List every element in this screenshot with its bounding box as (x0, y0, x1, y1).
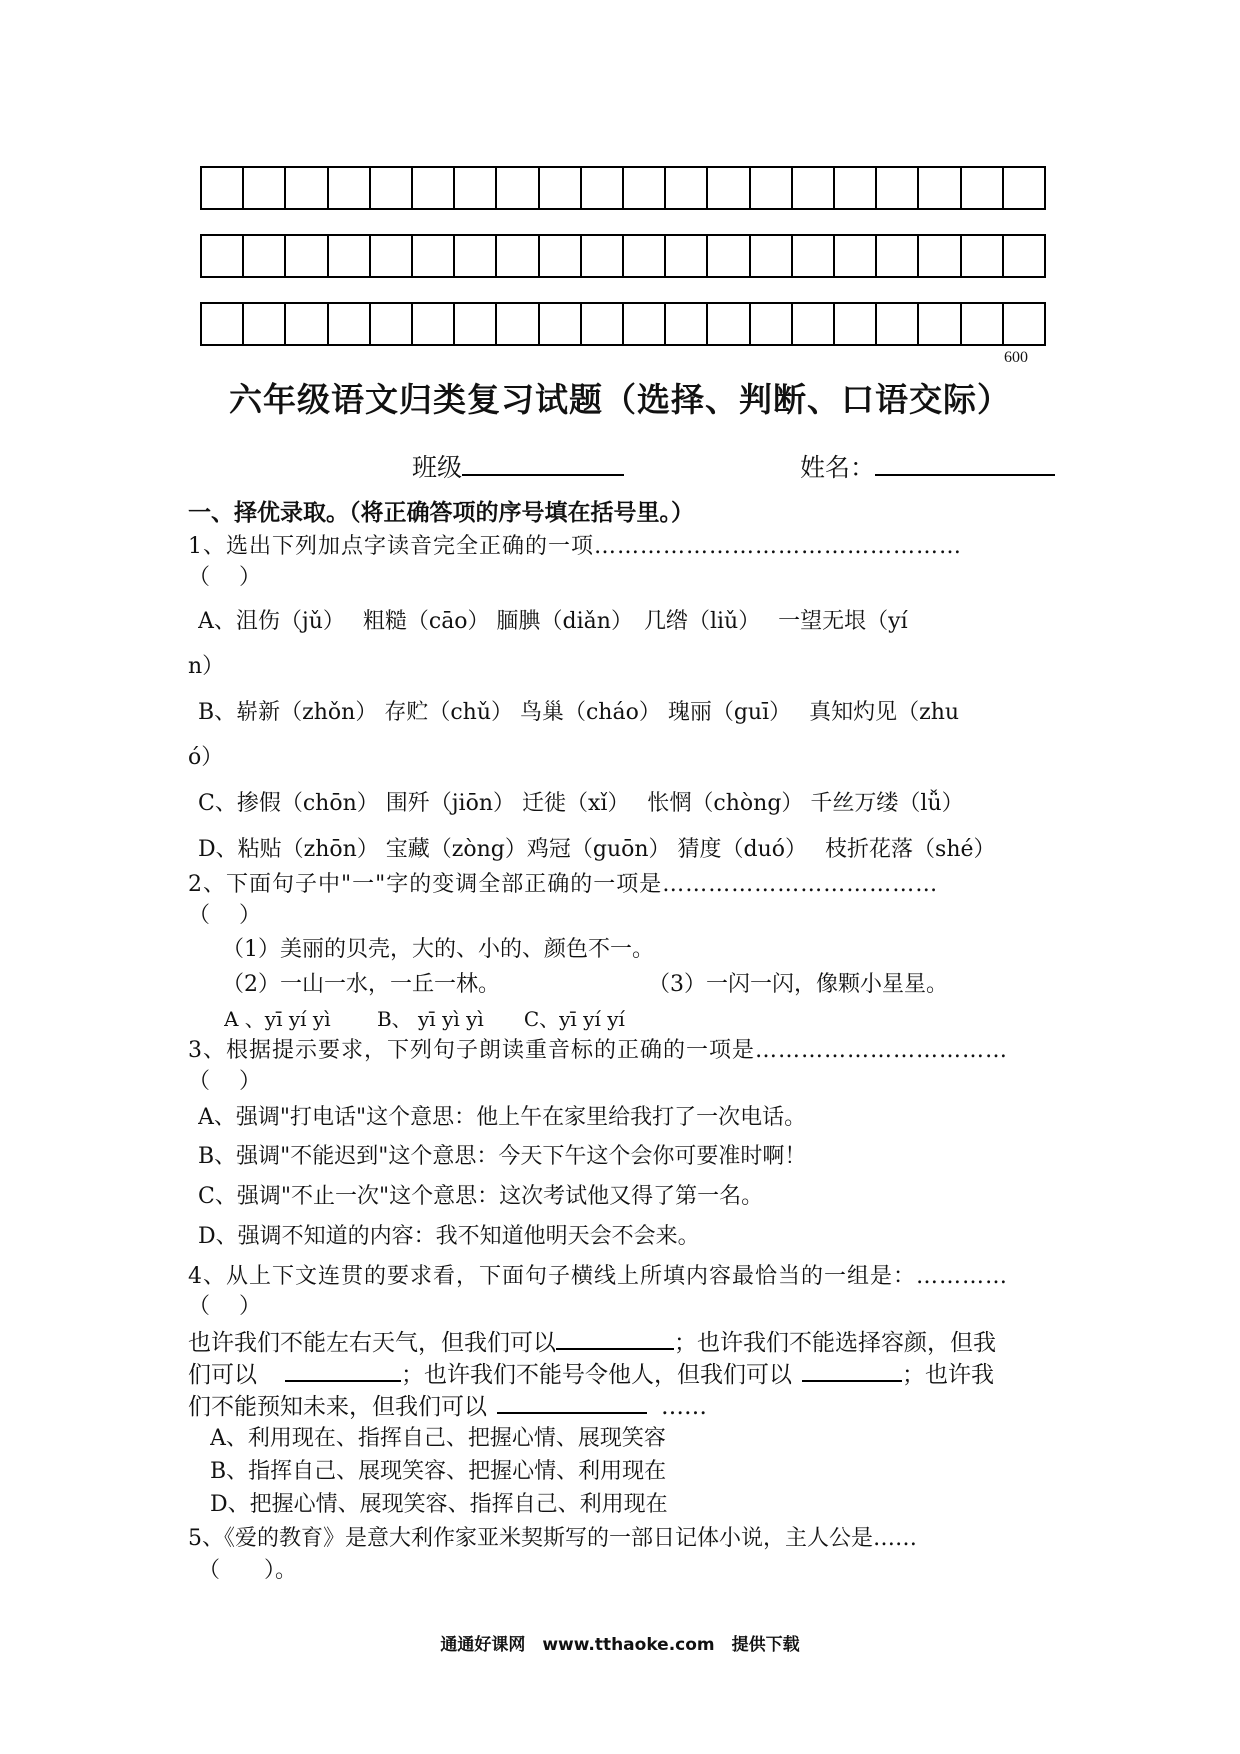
grid-cell[interactable] (371, 304, 413, 344)
grid-cell[interactable] (751, 304, 793, 344)
q4-passage-2c: ；也许我 (902, 1362, 994, 1388)
q4-blank-2[interactable] (285, 1358, 401, 1382)
grid-cell[interactable] (371, 236, 413, 276)
grid-cell[interactable] (582, 168, 624, 208)
grid-cell[interactable] (877, 236, 919, 276)
grid-cell[interactable] (202, 168, 244, 208)
q4-option-d: D、把握心情、展现笑容、指挥自己、利用现在 (210, 1492, 668, 1517)
grid-cell[interactable] (286, 236, 328, 276)
class-blank[interactable] (462, 448, 624, 476)
grid-cell[interactable] (751, 168, 793, 208)
q5-answer-paren[interactable]: （ ）。 (198, 1558, 298, 1583)
writing-grid-row-2 (200, 234, 1046, 278)
grid-cell[interactable] (751, 236, 793, 276)
q2-sentence-3: （3）一闪一闪，像颗小星星。 (648, 972, 948, 997)
grid-cell[interactable] (793, 168, 835, 208)
q4-blank-4[interactable] (497, 1390, 647, 1414)
grid-cell[interactable] (666, 168, 708, 208)
name-field[interactable] (800, 448, 1055, 484)
q4-passage-line-3 (188, 1390, 1056, 1422)
q1-option-c: C、掺假（chōn） 围歼（jiōn） 迁徙（xǐ） 怅惘（chòng） 千丝万缕（lǚ） (198, 791, 964, 816)
q5-stem: 5、《爱的教育》是意大利作家亚米契斯写的一部日记体小说，主人公是…… (188, 1526, 917, 1551)
grid-cell[interactable] (708, 168, 750, 208)
grid-cell[interactable] (793, 236, 835, 276)
grid-cell[interactable] (624, 168, 666, 208)
q4-passage-1a: 也许我们不能左右天气，但我们可以 (188, 1330, 556, 1356)
q4-option-a: A、利用现在、指挥自己、把握心情、展现笑容 (210, 1426, 666, 1451)
grid-cell[interactable] (962, 236, 1004, 276)
grid-cell[interactable] (540, 304, 582, 344)
grid-cell[interactable] (244, 168, 286, 208)
q3-answer-paren[interactable]: （ ） (188, 1069, 261, 1094)
grid-cell[interactable] (371, 168, 413, 208)
grid-cell[interactable] (540, 236, 582, 276)
grid-cell[interactable] (835, 168, 877, 208)
grid-cell[interactable] (877, 168, 919, 208)
q2-answer-paren[interactable]: （ ） (188, 903, 261, 928)
name-label: 姓名： (800, 453, 876, 482)
q3-stem: 3、根据提示要求，下列句子朗读重音标的正确的一项是…………………………… (188, 1038, 1008, 1063)
q2-options: A 、yī yí yì B、 yī yì yì C、yī yí yí (224, 1007, 625, 1031)
section-1-heading: 一、择优录取。（将正确答项的序号填在括号里。） (188, 499, 694, 526)
q4-blank-1[interactable] (556, 1326, 674, 1350)
grid-cell[interactable] (244, 304, 286, 344)
grid-cell[interactable] (708, 304, 750, 344)
grid-cell[interactable] (919, 236, 961, 276)
grid-cell[interactable] (582, 304, 624, 344)
q1-stem: 1、选出下列加点字读音完全正确的一项………………………………………… (188, 534, 962, 559)
grid-cell[interactable] (497, 304, 539, 344)
q4-passage-2a: 们可以 (188, 1362, 257, 1388)
page-title: 六年级语文归类复习试题（选择、判断、口语交际） (229, 380, 1011, 419)
grid-cell[interactable] (624, 304, 666, 344)
class-field[interactable] (412, 448, 624, 484)
grid-cell[interactable] (708, 236, 750, 276)
grid-cell[interactable] (329, 304, 371, 344)
writing-grid-row-3 (200, 302, 1046, 346)
grid-cell[interactable] (540, 168, 582, 208)
q1-option-a-cont: n） (188, 654, 225, 679)
grid-cell[interactable] (835, 304, 877, 344)
q4-passage-line-1 (188, 1326, 1056, 1358)
q3-option-c: C、强调"不止一次"这个意思：这次考试他又得了第一名。 (198, 1184, 764, 1209)
grid-cell[interactable] (666, 236, 708, 276)
q1-option-b: B、崭新（zhǒn） 存贮（chǔ） 鸟巢（cháo） 瑰丽（guī） 真知灼见（zhu (198, 700, 960, 725)
grid-cell[interactable] (835, 236, 877, 276)
grid-cell[interactable] (919, 168, 961, 208)
grid-cell[interactable] (455, 168, 497, 208)
grid-cell[interactable] (1004, 168, 1044, 208)
grid-cell[interactable] (1004, 304, 1044, 344)
q2-stem: 2、下面句子中"一"字的变调全部正确的一项是……………………………… (188, 872, 939, 897)
grid-cell[interactable] (202, 304, 244, 344)
q1-option-a: A、沮伤（jǔ） 粗糙（cāo） 腼腆（diǎn） 几绺（liǔ） 一望无垠（yí (198, 609, 908, 634)
q1-option-d: D、粘贴（zhōn） 宝藏（zòng）鸡冠（guōn） 猜度（duó） 枝折花落（shé） (198, 837, 996, 862)
grid-cell[interactable] (286, 304, 328, 344)
q4-answer-paren[interactable]: （ ） (188, 1294, 261, 1319)
grid-cell[interactable] (202, 236, 244, 276)
grid-cell[interactable] (413, 236, 455, 276)
grid-cell[interactable] (455, 304, 497, 344)
grid-cell[interactable] (624, 236, 666, 276)
grid-cell[interactable] (877, 304, 919, 344)
class-label: 班级 (412, 453, 463, 482)
q4-passage-3a: 们不能预知未来，但我们可以 (188, 1394, 487, 1420)
footer-source: 通通好课网 www.tthaoke.com 提供下载 (440, 1635, 800, 1655)
q4-passage-line-2 (188, 1358, 1056, 1390)
q4-option-b: B、指挥自己、展现笑容、把握心情、利用现在 (210, 1459, 667, 1484)
grid-cell[interactable] (666, 304, 708, 344)
grid-cell[interactable] (962, 168, 1004, 208)
q4-passage-3b: …… (661, 1394, 707, 1420)
q1-answer-paren[interactable]: （ ） (188, 565, 261, 590)
writing-grid-row-1 (200, 166, 1046, 210)
grid-cell[interactable] (497, 168, 539, 208)
grid-cell[interactable] (582, 236, 624, 276)
q1-option-b-cont: ó） (188, 745, 224, 770)
q4-stem: 4、从上下文连贯的要求看，下面句子横线上所填内容最恰当的一组是：………… (188, 1264, 1008, 1289)
grid-cell[interactable] (286, 168, 328, 208)
grid-cell[interactable] (962, 304, 1004, 344)
grid-cell[interactable] (413, 304, 455, 344)
name-blank[interactable] (875, 448, 1055, 476)
q2-sentence-2: （2）一山一水，一丘一林。 (222, 972, 500, 997)
q3-option-b: B、强调"不能迟到"这个意思：今天下午这个会你可要准时啊！ (198, 1144, 807, 1169)
q2-sentence-1: （1）美丽的贝壳，大的、小的、颜色不一。 (222, 937, 654, 962)
grid-cell[interactable] (413, 168, 455, 208)
grid-cell[interactable] (244, 236, 286, 276)
grid-cell[interactable] (1004, 236, 1044, 276)
grid-cell[interactable] (793, 304, 835, 344)
grid-cell[interactable] (455, 236, 497, 276)
grid-cell[interactable] (497, 236, 539, 276)
grid-cell[interactable] (329, 168, 371, 208)
q4-blank-3[interactable] (802, 1358, 902, 1382)
q4-passage-1b: ；也许我们不能选择容颜，但我 (674, 1330, 996, 1356)
grid-cell[interactable] (329, 236, 371, 276)
grid-cell[interactable] (919, 304, 961, 344)
grid-count-label: 600 (1004, 349, 1028, 366)
q3-option-a: A、强调"打电话"这个意思：他上午在家里给我打了一次电话。 (198, 1105, 807, 1130)
q3-option-d: D、强调不知道的内容：我不知道他明天会不会来。 (198, 1224, 700, 1249)
q4-passage-2b: ；也许我们不能号令他人，但我们可以 (401, 1362, 792, 1388)
